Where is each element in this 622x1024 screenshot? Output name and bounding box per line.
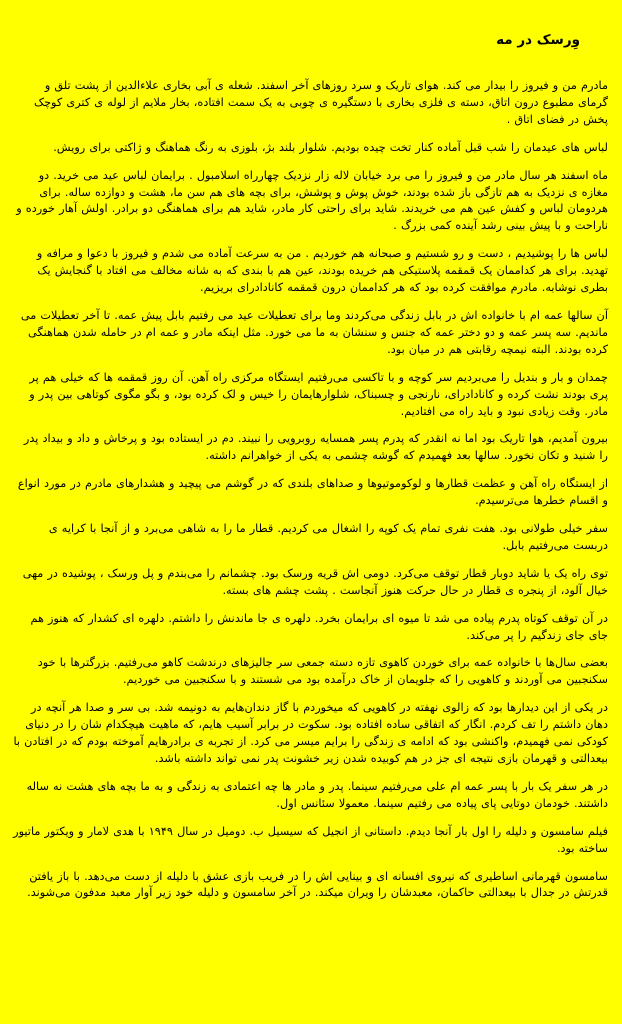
paragraph: مادرم من و فیروز را بیدار می کند. هوای تاریک و سرد روزهای آخر اسفند. شعله ی آبی بخاری علاءالدین از پشت تلق و گرمای مطبوع درون اتاق، دسته ی فلزی بخاری با دستگیره ی چوبی به یک سمت افتاده، بخار ملایم از لوله ی کتری کوچک پخش در فضای اتاق . [33,79,608,126]
paragraph: آن سالها عمه ام با خانواده اش در بابل زندگی می‌کردند وما برای تعطیلات عید می رفتیم بابل پیش عمه. تا آخر تعطیلات می ماندیم. سه پسر عمه و دو دختر عمه که جنس و سنشان به ما می خورد. مثل اینکه مادر و عمه ام در حامله شدن هماهنگی کرده بودند. البته نیمچه رقابتی هم در میان بود. [20,308,608,356]
paragraphs-container [13,78,608,902]
paragraph: فیلم سامسون و دلیله را اول بار آنجا دیدم. داستانی از انجیل که سیسیل ب. دومیل در سال ۱۹۴۹ با هدی لامار و ویکتور ماتیور ساخته بود. [13,824,608,855]
paragraph: در یکی از این دیدارها بود که زالوی نهفته در کاهویی که میخوردم با گاز دندان‌هایم به دونیمه شد. بی سر و صدا هر آنچه در دهان داشتم را تف کردم. انگار که اتفاقی ساده افتاده بود. سکوت در برابر آسیب هایم، که ماهیت هیچکدام شان را در دنیای کودکی نمی فهمیدم، واکنشی بود که ادامه ی زندگی را برایم میسر می کرد. از تجربه ی برادرهایم آموخته بودم که در افتادن با بیعدالتی و قهرمان بازی نتیجه ای جز در هم کوبیده شدن زیر خشونت پدر نمی تواند داشته باشد. [13,701,608,765]
page-title: وِرسک در مه [496,32,580,48]
paragraph: در هر سفر یک بار با پسر عمه ام علی می‌رفتیم سینما. پدر و مادر ها چه اعتمادی به زندگی و به ما بچه های هشت نه ساله داشتند. خودمان دوتایی پای پیاده می رفتیم سینما. معمولا سئانس اول. [26,779,608,810]
paragraph: سامسون قهرمانی اساطیری که نیروی افسانه ای و بینایی اش را در فریب بازی عشق با دلیله از دست می‌دهد. با باز یافتن قدرتش در جدال با بیعدالتی حاکمان، معبدشان را ویران میکند. در آخر سامسون و دلیله خود زیر آوار معبد مدفون می‌شوند. [27,869,608,900]
paragraph: بعضی سال‌ها با خانواده عمه برای خوردن کاهوی تازه دسته جمعی سر جالیزهای درندشت کاهو می‌رفتیم. بزرگترها با خود سکنجبین می آوردند و کاهویی را که جلویمان از خاک درآمده بود می شستند و با سکنجبین می خوردیم. [37,656,608,687]
paragraph: از ایستگاه راه آهن و عظمت قطارها و لوکوموتیوها و صداهای بلندی که در گوشم می پیچید و هشدارهای مادرم در مورد انواع و اقسام خطرها می‌ترسیدم. [17,477,608,508]
paragraph: بیرون آمدیم، هوا تاریک بود اما نه انقدر که پدرم پسر همسایه روبرویی را نبیند. دم در ایستاده بود و پرخاش و داد و بیداد پدر را شنید و تکان نخورد. سالها بعد فهمیدم که گوشه چشمی به یکی از خواهرانم داشته. [23,432,608,463]
paragraph: توی راه یک یا شاید دوبار قطار توقف می‌کرد. دومی اش قریه ورسک بود. چشمانم را می‌بندم و پل ورسک ، پوشیده در مهی خیال آلود، از پنجره ی قطار در حال حرکت هنوز آنجاست . پشت چشم های بسته. [22,566,608,597]
paragraph: در آن توقف کوتاه پدرم پیاده می شد تا میوه ای برایمان بخرد. دلهره ی جا ماندنش را داشتم. دلهره ای کشدار که هنوز هم جای جای زندگیم را پر می‌کند. [30,611,608,642]
paragraph: لباس های عیدمان را شب قبل آماده کنار تخت چیده بودیم. شلوار بلند بژ، بلوزی به رنگ هماهنگ و ژاکتی برای رویش. [53,140,608,154]
paragraph: سفر خیلی طولانی بود. هفت نفری تمام یک کوپه را اشغال می کردیم. قطار ما را به شاهی می‌برد و از آنجا با کرایه ی دربست می‌رفتیم بابل. [48,522,608,552]
paragraph: چمدان و بار و بندیل را می‌بردیم سر کوچه و با تاکسی می‌رفتیم ایستگاه مرکزی راه آهن. آن روز قمقمه ها که خیلی هم پر پری بودند نشت کرده و کانادادرای، نارنجی و چسبناک، شلوارهایمان را خیس و لک کرده بود، و بگو مگوی کوتاهی بین پدر و مادر. وقت زیادی نبود و باید راه می افتادیم. [29,370,608,418]
paragraph: ماه اسفند هر سال مادر من و فیروز را می برد خیابان لاله زار نزدیک چهارراه اسلامبول . برایمان لباس عید می خرید. دو مغازه ی نزدیک به هم تازگی باز شده بودند، خوش پوش و پوشش، برای بچه های هم سن ما، هشت و دوازده ساله. برای هردومان لباس و کفش عین هم می خریدند. شاید برای راحتی کار مادر، شاید هم برای هماهنگی دو برادر. اولش آهار خورده و ناراحت و با پیش بینی رشد آینده کمی بزرگ . [16,168,608,233]
paragraph: لباس ها را پوشیدیم ، دست و رو شستیم و صبحانه هم خوردیم . من به سرعت آماده می شدم و فیروز با دعوا و مرافه و تهدید. برای هر کداممان یک قمقمه پلاستیکی هم خریده بودند، عین هم با بندی که به شانه مخالف می افتاد با گنجایش یک بطری نوشابه. مادرم موافقت کرده بود که هر کداممان درون قمقمه کانادادرای بریزیم. [36,247,608,295]
